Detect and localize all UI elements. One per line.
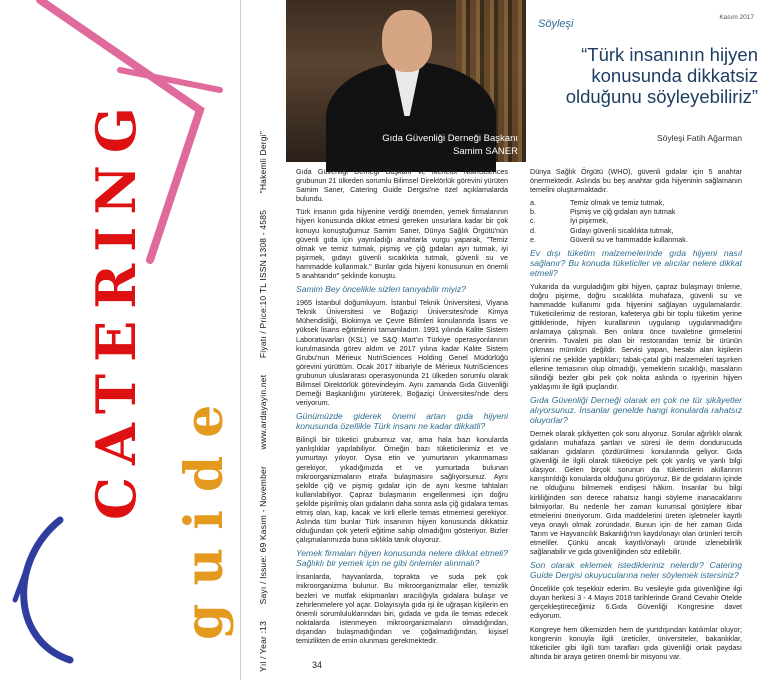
byline: Söyleşi Fatih Ağarman (656, 133, 742, 143)
list-marker: d. (530, 225, 536, 235)
caption-role: Gıda Güvenliği Derneği Başkanı (382, 133, 518, 144)
spine-tag: "Hakemli Dergi" (258, 130, 268, 194)
paragraph: Dernek olarak şikâyetten çok soru alıyoruz. Sorular ağırlıklı olarak gıdaların muhafaza şartları ve süresi ile derin dondurucuda saklanan gıdaların çözdürülmesi konularında geliyor. Gıda güvenliği ile ilgili olarak tüketiciye pek çok yanlış ve yanlı bilgi ulaşıyor. Gelen birçok sorunun da tüketicilerin akıllarının karıştırıldığı konularda olduğunu görüyoruz. Bir de gıdaların içinde ne olduğunu bilmemek endişesi hâkim. İnsanlar bu bilgi kirliliğinden son derece rahatsız hangi söyleme inanacaklarını bilmiyorlar. Bu nedenle her zaman kurumsal görüşlere itibar etmelerini öneriyorum. Gıda maddelerini üreten işletmeler kayıtlı veya onaylı olmak zorundadır. Bunun için de her zaman Gıda Tarım ve Hayvancılık Bakanlığı'nın kaydı/onayı olan ürünleri tercih etmeliler. Çünkü ancak kayıtlı/onaylı üründe izlenebilirlik sağlanabilir ve gıda güvenliğinden söz edilebilir. (530, 428, 742, 557)
list-text: Güvenli su ve hammadde kullanmak. (570, 234, 688, 244)
article-title: “Türk insanının hijyen konusunda dikkatsiz olduğunu söyleyebiliriz” (565, 44, 758, 107)
list-item (530, 198, 742, 207)
paragraph: Bilinçli bir tüketici grubumuz var, ama hala bazı konularda yanlışlıklar yapılabiliyor. Örneğin bazı tüketicilerimiz et ve yumurtayı yıkıyor. Oysa etin ve yumurtanın yıkanmaması gerekiyor, yıkadığınızda et ve yumurtada bulunan mikroorganizmaların etrafa bulaşmasını sağlıyorsunuz. Aynı şekilde çiğ ve pişmiş gıdalar için de aynı kesme tahtaları kullanılabiliyor. Çapraz bulaşmanın engellenmesi için doğru şekilde pişirilmiş olan gıdaların daha sonra asla çiğ gıdalara temas etmiş olan, kap, kacak ve kirli ellerle temas etmemesi gerekiyor. Aslında tüm bunlar Türk insanının hijyen konusunda dikkatsiz olduğundan çok yeterli eğitime sahip olmadığını gösteriyor. Bizler çalışmalarımızda buna sıklıkla tanık oluyoruz. (296, 435, 508, 545)
list-marker: e. (530, 234, 536, 244)
paragraph: Yukarıda da vurguladığım gibi hijyen, çapraz bulaşmayı önleme, doğru pişirme, doğru sıcaklıkta muhafaza, güvenli su ve hammadde kullanımı gıda hijyenini sağlayan uygulamalardır. Tüketicilerimiz de restoran, kafeterya gibi bir toplu tüketim yerine gittiklerinde, hijyen kurallarının uygulanıp uygulanmadığını anlamaya çalışmalı. Ben onlara önce tuvaletine girmelerini öneririm. Tuvaleti pis olan bir restorandan temiz bir ürünün çıkması mümkün değildir. Servisi yapan, hesabı alan kişilerin işlerini ne şekilde yaptıkları; tabak-çatal gibi malzemeleri taşırken ellerine temasının olup olmadığı, yemeklerin sıcaklığı, masaların silindiği bezler gibi pek çok nokta aslında o işyerinin hijyen yaklaşımı ile ilgili ipuçlarıdır. (530, 281, 742, 391)
list-marker: c. (530, 216, 536, 226)
section-label: Söyleşi (538, 18, 574, 30)
paragraph: İnsanlarda, hayvanlarda, toprakta ve suda pek çok mikroorganizma bulunur. Bu mikroorganizmalar eller, temizlik bezleri ve mutfak ekipmanları aracılığıyla gıdalara bulaşır ve zehirlenmelere yol açar. Dolayısıyla gıda işi ile uğraşan kişilerin en önemli sorumluluklarından biri, gıdada ve gıda ile temas edecek noktalarda istenmeyen mikroorganizmaların olmadığından, dışarıdan bulaşmadığından ve çoğalmadığından, kişisel temizlikten de emin olunması gerekmektedir. (296, 572, 508, 646)
paragraph: Türk insanın gıda hijyenine verdiği önemden, yemek firmalarının hijyen konusunda dikkat etmesi gereken unsurlara kadar bir çok konuyu konuştuğumuz Samim Saner, Dünya Sağlık Örgütü'nün güvenli gıda için yayınladığı anahtarla vurgu yaparak, "Temiz olmak ve temiz tutmak, pişmiş ve çiğ gıdaları ayrı tutmak, iyi pişirmek, gıdayı güvenli sıcaklıkta tutmak, güvenli su ve hammadde kullanmak." Bunlar gıda hijyeni konusunun en önemli 5 anahtarıdır" şeklinde konuştu. (296, 207, 508, 281)
spine-year: Yıl / Year :13 (258, 620, 268, 672)
logo-guide-text: guide (174, 386, 235, 640)
list-item (530, 235, 742, 244)
list-item (530, 216, 742, 225)
magazine-cover (0, 0, 268, 680)
list-text: Gıdayı güvenli sıcaklıkta tutmak, (570, 225, 674, 235)
cover-decoration (0, 0, 262, 680)
paragraph: Gıda Güvenliği Derneği Başkanı ve Mérieux NutriSciences grubunun 21 ülkeden sorumlu Bilimsel Direktörlük görevini yürüten Samim Saner, Catering Guide Dergisi'ne özel açıklamalarda bulundu. (296, 167, 508, 204)
list-marker: b. (530, 207, 536, 217)
right-column (530, 167, 742, 665)
spine-issue: Sayı / Issue: 69 Kasım - November (258, 466, 268, 605)
page-number: 34 (312, 660, 323, 670)
list-marker: a. (530, 198, 536, 208)
left-column (296, 167, 508, 649)
spine-price: Fiyatı / Price:10 TL ISSN 1308 - 4585 (258, 209, 268, 359)
logo-catering-text: CATERING (84, 95, 148, 520)
issue-label: Kasım 2017 (719, 14, 754, 21)
catering-logo (84, 95, 148, 520)
photo-caption (382, 132, 518, 158)
question-heading: Günümüzde giderek önemi artan gıda hijyeni konusunda özellikle Türk insanı ne kadar dikkatli? (296, 411, 508, 432)
spine-info (258, 117, 268, 672)
paragraph: Kongreye hem ülkemizden hem de yurtdışından katılımlar oluyor; kongrenin konuyla ilgili üreticiler, üniversiteler, bakanlıklar, tüketiciler gibi ilgili tüm tarafları gıda güvenliği ortak paydası altında bir araya getiren önemli bir misyonu var. (530, 624, 742, 661)
question-heading: Yemek firmaları hijyen konusunda nelere dikkat etmeli? Sağlıklı bir yemek için ne gibi önlemler alınmalı? (296, 548, 508, 569)
list-item (530, 226, 742, 235)
paragraph: Öncelikle çok teşekkür ederim. Bu vesileyle gıda güvenliğine ilgi duyan herkesi 3 - 4 Mayıs 2018 tarihlerinde Grand Cevahir Otelde gerçekleştireceğimiz 6.Gıda Güvenliği Kongresine davet ediyorum. (530, 584, 742, 621)
guide-logo (174, 387, 235, 640)
question-heading: Gıda Güvenliği Derneği olarak en çok ne tür şikâyetler alıyorsunuz. İnsanlar genelde hangi konularda rahatsız oluyorlar? (530, 394, 742, 425)
paragraph: Dünya Sağlık Örgütü (WHO), güvenli gıdalar için 5 anahtar önermektedir. Aslında bu beş anahtar gıda hijyeninin sağlamanın temelini oluşturmaktadır. (530, 167, 742, 195)
list-text: Pişmiş ve çiğ gıdaları ayrı tutmak (570, 207, 676, 217)
article-page (286, 0, 768, 680)
paragraph: 1965 İstanbul doğumluyum. İstanbul Teknik Üniversitesi, Viyana Teknik Üniversitesi ve Boğaziçi Üniversitesi'nde Kimya Mühendisliği, Biokimya ve Çevre Bilimleri konularında lisans ve yüksek lisans eğitimlerini tamamladım. 1991 yılında Kalite Sistem Laboratuvarları (KSL) ve S&Q Mart'ın Türkiye operasyonlarının kurulmasında görev aldım ve 2017 yılına kadar Kalite Sistem Grubu'nun Mérieux NutriSciences Holding Genel Müdürlüğü görevini yürüttüm. Ocak 2017 itibariyle de Mérieux NutriSciences grubunun uluslararası operasyonunda 21 ülkeden sorumlu olarak Bilimsel Direktörlük görevindeyim. Aynı zamanda Gıda Güvenliği Derneği Başkanlığını yürüterek, Boğaziçi Üniversitesi'nde ders veriyorum. (296, 298, 508, 408)
list-item (530, 207, 742, 216)
spine-website: www.ardayayin.net (258, 374, 268, 450)
list-text: Temiz olmak ve temiz tutmak, (570, 198, 665, 208)
portrait-head (382, 10, 432, 72)
list-text: İyi pişirmek, (570, 216, 608, 226)
caption-name: Samim SANER (453, 146, 518, 157)
question-heading: Ev dışı tüketim malzemelerinde gıda hijyeni nasıl sağlanır? Bu konuda tüketiciler ve alıcılar nelere dikkat etmeli? (530, 247, 742, 278)
question-heading: Son olarak eklemek istedikleriniz nelerdir? Catering Guide Dergisi okuyucularına neler söylemek istersiniz? (530, 560, 742, 581)
interviewee-photo (286, 0, 526, 162)
question-heading: Samim Bey öncelikle sizleri tanıyabilir miyiz? (296, 284, 467, 295)
who-keys-list (530, 198, 742, 243)
